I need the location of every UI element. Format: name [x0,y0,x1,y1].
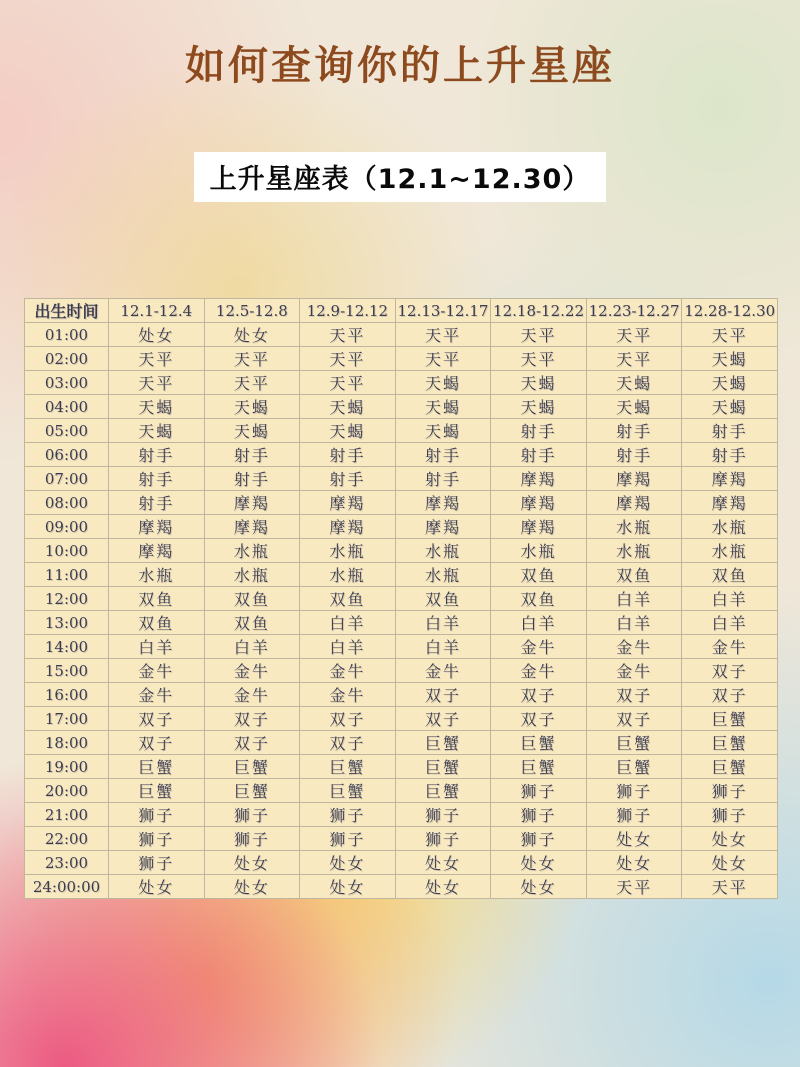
sign-cell: 射手 [109,467,205,491]
time-cell: 11:00 [25,563,109,587]
time-cell: 03:00 [25,371,109,395]
sign-cell: 水瓶 [682,539,778,563]
table-row [25,515,778,539]
sign-cell: 金牛 [204,659,300,683]
sign-cell: 摩羯 [300,515,396,539]
sign-cell: 双子 [395,683,491,707]
sign-cell: 处女 [204,323,300,347]
sign-cell: 水瓶 [204,563,300,587]
table-row [25,755,778,779]
table-row [25,347,778,371]
sign-cell: 天蝎 [491,395,587,419]
sign-cell: 双鱼 [109,611,205,635]
sign-cell: 射手 [682,419,778,443]
sign-cell: 天蝎 [682,395,778,419]
sign-cell: 摩羯 [109,515,205,539]
sign-cell: 双鱼 [682,563,778,587]
time-cell: 09:00 [25,515,109,539]
sign-cell: 狮子 [300,803,396,827]
sign-cell: 天平 [109,371,205,395]
time-cell: 20:00 [25,779,109,803]
table-row [25,395,778,419]
sign-cell: 巨蟹 [491,731,587,755]
sign-cell: 天平 [300,347,396,371]
sign-cell: 天平 [395,323,491,347]
time-cell: 08:00 [25,491,109,515]
table-row [25,875,778,899]
sign-cell: 双子 [395,707,491,731]
sign-cell: 白羊 [109,635,205,659]
subtitle-row [0,152,800,202]
table-row [25,659,778,683]
sign-cell: 摩羯 [682,467,778,491]
time-cell: 07:00 [25,467,109,491]
sign-cell: 狮子 [204,827,300,851]
time-cell: 12:00 [25,587,109,611]
sign-cell: 摩羯 [109,539,205,563]
sign-cell: 狮子 [109,803,205,827]
sign-cell: 巨蟹 [395,755,491,779]
sign-cell: 白羊 [491,611,587,635]
table-row [25,371,778,395]
sign-cell: 处女 [204,875,300,899]
sign-cell: 处女 [395,851,491,875]
sign-cell: 摩羯 [682,491,778,515]
sign-cell: 天平 [491,323,587,347]
rising-sign-table-container [24,298,778,899]
sign-cell: 天蝎 [109,419,205,443]
time-cell: 21:00 [25,803,109,827]
table-row [25,803,778,827]
table-row [25,731,778,755]
table-row [25,491,778,515]
sign-cell: 射手 [491,443,587,467]
sign-cell: 摩羯 [300,491,396,515]
sign-cell: 摩羯 [586,491,682,515]
sign-cell: 巨蟹 [204,755,300,779]
sign-cell: 射手 [300,467,396,491]
sign-cell: 天蝎 [682,371,778,395]
sign-cell: 天平 [300,371,396,395]
sign-cell: 金牛 [491,659,587,683]
sign-cell: 处女 [395,875,491,899]
sign-cell: 巨蟹 [109,755,205,779]
time-cell: 15:00 [25,659,109,683]
table-row [25,467,778,491]
sign-cell: 狮子 [586,803,682,827]
sign-cell: 巨蟹 [586,755,682,779]
sign-cell: 白羊 [586,587,682,611]
sign-cell: 处女 [586,851,682,875]
sign-cell: 狮子 [204,803,300,827]
sign-cell: 处女 [204,851,300,875]
sign-cell: 巨蟹 [395,731,491,755]
sign-cell: 白羊 [395,635,491,659]
sign-cell: 金牛 [395,659,491,683]
sign-cell: 天平 [300,323,396,347]
sign-cell: 处女 [491,875,587,899]
sign-cell: 金牛 [204,683,300,707]
sign-cell: 双鱼 [395,587,491,611]
sign-cell: 摩羯 [395,491,491,515]
header-cell-date-range: 12.9-12.12 [300,299,396,323]
time-cell: 16:00 [25,683,109,707]
time-cell: 24:00:00 [25,875,109,899]
time-cell: 05:00 [25,419,109,443]
sign-cell: 双子 [682,659,778,683]
sign-cell: 处女 [300,875,396,899]
sign-cell: 狮子 [300,827,396,851]
table-row [25,563,778,587]
sign-cell: 天平 [682,323,778,347]
sign-cell: 双鱼 [586,563,682,587]
time-cell: 04:00 [25,395,109,419]
sign-cell: 天蝎 [204,395,300,419]
sign-cell: 双鱼 [204,587,300,611]
sign-cell: 白羊 [586,611,682,635]
sign-cell: 天蝎 [682,347,778,371]
sign-cell: 双鱼 [491,563,587,587]
sign-cell: 巨蟹 [300,755,396,779]
sign-cell: 天平 [204,371,300,395]
sign-cell: 白羊 [300,635,396,659]
sign-cell: 摩羯 [204,491,300,515]
sign-cell: 天蝎 [395,371,491,395]
time-cell: 10:00 [25,539,109,563]
sign-cell: 双子 [204,707,300,731]
sign-cell: 巨蟹 [491,755,587,779]
time-cell: 22:00 [25,827,109,851]
sign-cell: 摩羯 [586,467,682,491]
sign-cell: 双鱼 [109,587,205,611]
table-row [25,827,778,851]
sign-cell: 水瓶 [300,563,396,587]
sign-cell: 天蝎 [204,419,300,443]
sign-cell: 双子 [109,731,205,755]
sign-cell: 天蝎 [491,371,587,395]
header-cell-date-range: 12.28-12.30 [682,299,778,323]
table-row [25,419,778,443]
sign-cell: 天平 [586,323,682,347]
sign-cell: 巨蟹 [682,731,778,755]
sign-cell: 射手 [109,443,205,467]
sign-cell: 天蝎 [395,419,491,443]
sign-cell: 处女 [109,875,205,899]
sign-cell: 处女 [109,323,205,347]
sign-cell: 水瓶 [395,563,491,587]
sign-cell: 金牛 [586,659,682,683]
sign-cell: 金牛 [109,659,205,683]
table-row [25,707,778,731]
sign-cell: 摩羯 [491,491,587,515]
time-cell: 17:00 [25,707,109,731]
table-row [25,587,778,611]
time-cell: 02:00 [25,347,109,371]
sign-cell: 狮子 [491,827,587,851]
table-row [25,851,778,875]
sign-cell: 射手 [491,419,587,443]
sign-cell: 射手 [682,443,778,467]
sign-cell: 狮子 [586,779,682,803]
sign-cell: 双子 [204,731,300,755]
sign-cell: 天平 [491,347,587,371]
header-cell-date-range: 12.1-12.4 [109,299,205,323]
sign-cell: 白羊 [682,611,778,635]
sign-cell: 天平 [395,347,491,371]
sign-cell: 双子 [491,707,587,731]
sign-cell: 水瓶 [109,563,205,587]
sign-cell: 摩羯 [204,515,300,539]
sign-cell: 双鱼 [300,587,396,611]
sign-cell: 射手 [204,467,300,491]
sign-cell: 狮子 [491,779,587,803]
sign-cell: 天蝎 [300,419,396,443]
time-cell: 06:00 [25,443,109,467]
sign-cell: 金牛 [300,683,396,707]
sign-cell: 狮子 [491,803,587,827]
sign-cell: 双鱼 [491,587,587,611]
sign-cell: 水瓶 [586,539,682,563]
sign-cell: 水瓶 [586,515,682,539]
sign-cell: 射手 [395,443,491,467]
sign-cell: 处女 [491,851,587,875]
page-title: 如何查询你的上升星座 [185,43,615,89]
time-cell: 13:00 [25,611,109,635]
sign-cell: 水瓶 [682,515,778,539]
table-row [25,323,778,347]
sign-cell: 双子 [586,683,682,707]
sign-cell: 天蝎 [109,395,205,419]
time-cell: 19:00 [25,755,109,779]
sign-cell: 狮子 [682,803,778,827]
sign-cell: 金牛 [682,635,778,659]
table-row [25,635,778,659]
table-body [25,323,778,899]
header-cell-time: 出生时间 [25,299,109,323]
table-row [25,611,778,635]
time-cell: 01:00 [25,323,109,347]
sign-cell: 白羊 [395,611,491,635]
sign-cell: 巨蟹 [109,779,205,803]
sign-cell: 水瓶 [395,539,491,563]
time-cell: 14:00 [25,635,109,659]
table-row [25,779,778,803]
sign-cell: 射手 [109,491,205,515]
sign-cell: 狮子 [395,803,491,827]
sign-cell: 双子 [300,731,396,755]
sign-cell: 天蝎 [586,395,682,419]
time-cell: 23:00 [25,851,109,875]
sign-cell: 处女 [682,827,778,851]
sign-cell: 狮子 [109,827,205,851]
sign-cell: 白羊 [204,635,300,659]
sign-cell: 天平 [109,347,205,371]
table-row [25,539,778,563]
sign-cell: 天平 [586,347,682,371]
sign-cell: 巨蟹 [682,707,778,731]
sign-cell: 摩羯 [395,515,491,539]
sign-cell: 天蝎 [300,395,396,419]
sign-cell: 处女 [586,827,682,851]
header-cell-date-range: 12.5-12.8 [204,299,300,323]
sign-cell: 巨蟹 [395,779,491,803]
sign-cell: 金牛 [491,635,587,659]
sign-cell: 摩羯 [491,515,587,539]
sign-cell: 摩羯 [491,467,587,491]
sign-cell: 射手 [395,467,491,491]
sign-cell: 天蝎 [586,371,682,395]
sign-cell: 天平 [682,875,778,899]
sign-cell: 水瓶 [491,539,587,563]
sign-cell: 巨蟹 [586,731,682,755]
sign-cell: 处女 [300,851,396,875]
sign-cell: 白羊 [300,611,396,635]
sign-cell: 天蝎 [395,395,491,419]
sign-cell: 水瓶 [300,539,396,563]
header-row [25,299,778,323]
sign-cell: 金牛 [109,683,205,707]
sign-cell: 双子 [491,683,587,707]
sign-cell: 双子 [300,707,396,731]
time-cell: 18:00 [25,731,109,755]
header-cell-date-range: 12.18-12.22 [491,299,587,323]
sign-cell: 双子 [586,707,682,731]
sign-cell: 射手 [586,419,682,443]
sign-cell: 狮子 [682,779,778,803]
sign-cell: 金牛 [586,635,682,659]
sign-cell: 双子 [682,683,778,707]
sign-cell: 金牛 [300,659,396,683]
header-cell-date-range: 12.23-12.27 [586,299,682,323]
table-header [25,299,778,323]
sign-cell: 狮子 [109,851,205,875]
sign-cell: 双子 [109,707,205,731]
sign-cell: 巨蟹 [682,755,778,779]
sign-cell: 巨蟹 [204,779,300,803]
sign-cell: 射手 [204,443,300,467]
sign-cell: 狮子 [395,827,491,851]
rising-sign-table [24,298,778,899]
sign-cell: 射手 [586,443,682,467]
table-row [25,443,778,467]
header-cell-date-range: 12.13-12.17 [395,299,491,323]
sign-cell: 水瓶 [204,539,300,563]
sign-cell: 天平 [586,875,682,899]
sign-cell: 白羊 [682,587,778,611]
sign-cell: 双鱼 [204,611,300,635]
sign-cell: 巨蟹 [300,779,396,803]
sign-cell: 处女 [682,851,778,875]
table-row [25,683,778,707]
sign-cell: 射手 [300,443,396,467]
table-subtitle: 上升星座表（12.1~12.30） [194,152,607,202]
sign-cell: 天平 [204,347,300,371]
